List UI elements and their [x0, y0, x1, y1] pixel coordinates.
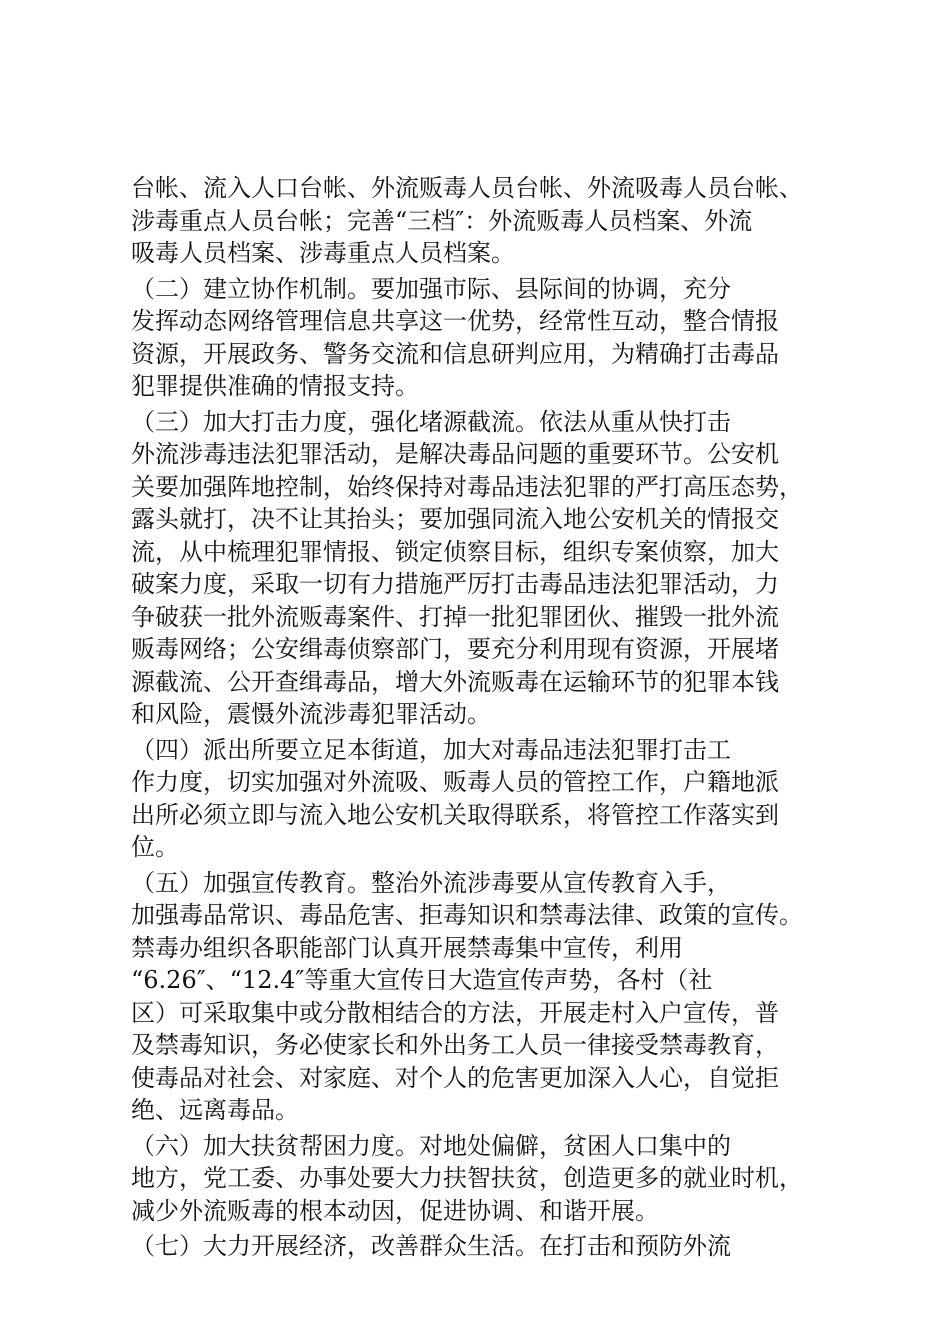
text-line: 犯罪提供准确的情报支持。: [131, 372, 419, 400]
text-line: 流，从中梳理犯罪情报、锁定侦察目标，组织专案侦察，加大: [131, 537, 779, 566]
text-line: 关要加强阵地控制，始终保持对毒品违法犯罪的严打高压态势，: [131, 472, 803, 501]
paragraph-police-station: [131, 734, 831, 864]
text-line: 涉毒重点人员台帐；完善“三档″：外流贩毒人员档案、外流: [131, 206, 753, 235]
text-line: 及禁毒知识，务必使家长和外出务工人员一律接受禁毒教育，: [131, 1031, 779, 1059]
text-line: 加强毒品常识、毒品危害、拒毒知识和禁毒法律、政策的宣传。: [131, 901, 803, 929]
text-line: 出所必须立即与流入地公安机关取得联系，将管控工作落实到: [131, 800, 779, 829]
paragraph-archives: [131, 172, 831, 270]
text-line: 源截流、公开查缉毒品，增大外流贩毒在运输环节的犯罪本钱: [131, 667, 779, 696]
text-line: 禁毒办组织各职能部门认真开展禁毒集中宣传，利用: [131, 933, 683, 962]
document-body: [131, 172, 831, 1263]
text-line: 作力度，切实加强对外流吸、贩毒人员的管控工作，户籍地派: [131, 768, 779, 796]
text-line: 位。: [131, 833, 179, 861]
text-line: （六）加大扶贫帮困力度。对地处偏僻，贫困人口集中的: [131, 1131, 731, 1160]
text-line: （七）大力开展经济，改善群众生活。在打击和预防外流: [131, 1232, 731, 1260]
text-line: “6.26″、“12.4″等重大宣传日大造宣传声势，各村（社: [131, 966, 713, 994]
text-line: 发挥动态网络管理信息共享这一优势，经常性互动，整合情报: [131, 307, 779, 335]
text-line: 破案力度，采取一切有力措施严厉打击毒品违法犯罪活动，力: [131, 570, 779, 598]
text-line: 外流涉毒违法犯罪活动，是解决毒品问题的重要环节。公安机: [131, 440, 779, 468]
text-line: （二）建立协作机制。要加强市际、县际间的协调，充分: [131, 274, 731, 303]
paragraph-education: [131, 867, 831, 1127]
text-line: 台帐、流入人口台帐、外流贩毒人员台帐、外流吸毒人员台帐、: [131, 174, 803, 202]
text-line: 吸毒人员档案、涉毒重点人员档案。: [131, 239, 515, 267]
text-line: （五）加强宣传教育。整治外流涉毒要从宣传教育入手，: [131, 868, 731, 897]
text-line: （三）加大打击力度，强化堵源截流。依法从重从快打击: [131, 407, 731, 436]
text-line: 资源，开展政务、警务交流和信息研判应用，为精确打击毒品: [131, 339, 779, 368]
paragraph-poverty-relief: [131, 1130, 831, 1228]
text-line: 减少外流贩毒的根本动因，促进协调、和谐开展。: [131, 1196, 659, 1225]
text-line: （四）派出所要立足本街道，加大对毒品违法犯罪打击工: [131, 735, 731, 764]
text-line: 露头就打，决不让其抬头；要加强同流入地公安机关的情报交: [131, 505, 779, 533]
paragraph-economy: [131, 1230, 831, 1263]
paragraph-cooperation: [131, 273, 831, 403]
text-line: 区）可采取集中或分散相结合的方法，开展走村入户宣传，普: [131, 998, 779, 1027]
text-line: 地方，党工委、办事处要大力扶智扶贫，创造更多的就业时机，: [131, 1164, 803, 1192]
paragraph-crackdown: [131, 406, 831, 731]
text-line: 绝、远离毒品。: [131, 1096, 299, 1124]
text-line: 争破获一批外流贩毒案件、打掉一批犯罪团伙、摧毁一批外流: [131, 602, 779, 631]
text-line: 使毒品对社会、对家庭、对个人的危害更加深入人心，自觉拒: [131, 1063, 779, 1092]
text-line: 贩毒网络；公安缉毒侦察部门，要充分利用现有资源，开展堵: [131, 635, 779, 663]
text-line: 和风险，震慑外流涉毒犯罪活动。: [131, 700, 491, 728]
